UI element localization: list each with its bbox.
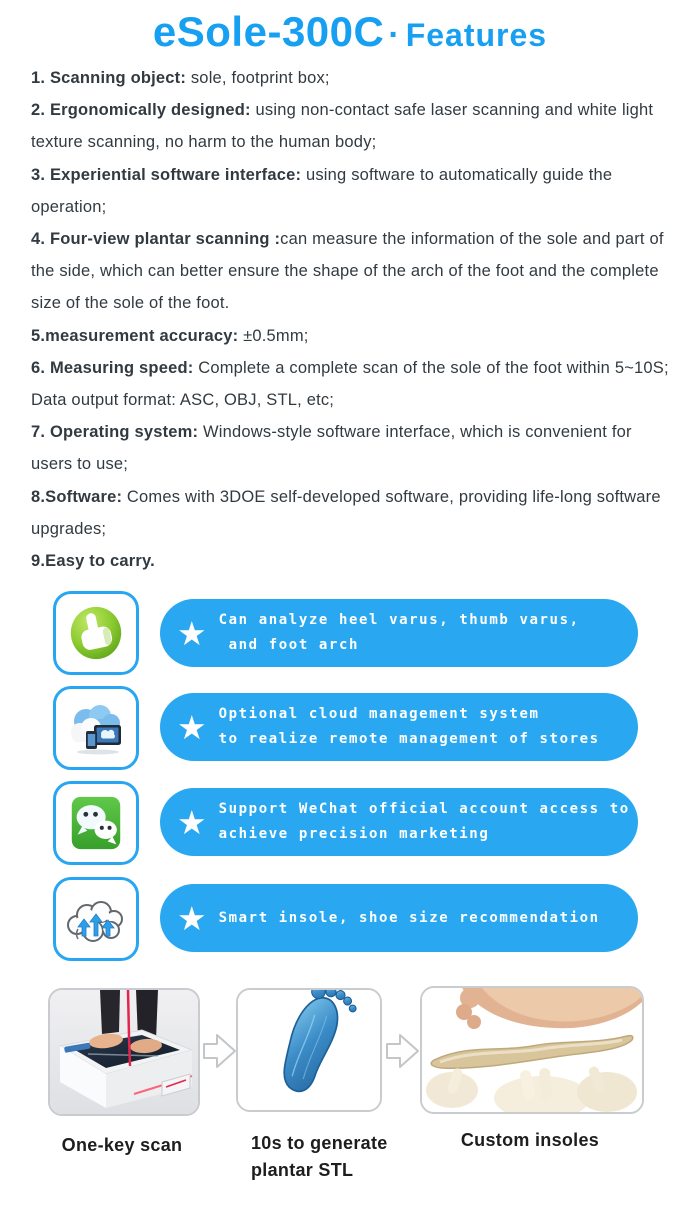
step-caption-one-key-scan: One-key scan: [61, 1135, 183, 1155]
benefit-banner: [160, 788, 638, 856]
wechat-icon-box: [53, 781, 139, 865]
banner-text: Can analyze heel varus, thumb varus,: [218, 612, 580, 628]
benefit-banner: [160, 884, 638, 952]
thumbs-up-icon: [65, 602, 127, 664]
section-name: Features: [405, 17, 548, 53]
title-separator-dot: ·: [388, 16, 400, 54]
step-arrow-icon: [202, 1031, 238, 1071]
banner-text: Support WeChat official account access to: [218, 801, 630, 817]
cloud-devices-icon: [64, 696, 128, 760]
feature-item: 2. Ergonomically designed: using non-contact safe laser scanning and white light texture scanning, no harm to the human body;: [31, 101, 654, 152]
feature-item: 6. Measuring speed: Complete a complete scan of the sole of the foot within 5~10S; Data output format: ASC, OBJ, STL, etc;: [31, 358, 669, 410]
banner-text: and foot arch: [218, 637, 359, 653]
wechat-icon: [65, 792, 127, 854]
banner-text: Optional cloud management system: [218, 706, 540, 722]
cloud-upload-icon-box: [53, 877, 139, 961]
step-caption-custom-insoles: Custom insoles: [460, 1130, 600, 1150]
banner-text: achieve precision marketing: [218, 826, 490, 842]
banner-text: Smart insole, shoe size recommendation: [218, 909, 600, 926]
feature-item: 4. Four-view plantar scanning :can measure the information of the sole and part of the side, which can better ensure the shape of the arch of the foot and the complete size of the sole of the foot.: [31, 230, 664, 313]
page-title: [0, 8, 700, 56]
feature-item: 8.Software: Comes with 3DOE self-developed software, providing life-long software upgrades;: [31, 487, 661, 538]
scanner-photo-illustration: [50, 990, 198, 1114]
step-caption-generate-stl: 10s to generate plantar STL: [251, 1133, 388, 1180]
feature-item: 3. Experiential software interface: using software to automatically guide the operation;: [31, 165, 613, 216]
insole-photo-illustration: [422, 988, 642, 1112]
feature-item: 7. Operating system: Windows-style software interface, which is convenient for users to use;: [31, 423, 632, 474]
plantar-stl-photo: [236, 988, 382, 1112]
feature-item: 1. Scanning object: sole, footprint box;: [31, 69, 330, 87]
custom-insoles-photo: [420, 986, 644, 1114]
star-icon: ★: [177, 614, 207, 652]
thumbs-up-icon-box: [53, 591, 139, 675]
feature-list: [31, 62, 671, 577]
one-key-scan-photo: [48, 988, 200, 1116]
star-icon: ★: [177, 803, 207, 841]
star-icon: ★: [177, 899, 207, 937]
step-arrow-icon: [385, 1031, 421, 1071]
feature-item: 5.measurement accuracy: ±0.5mm;: [31, 326, 309, 345]
product-name: eSole-300C: [152, 8, 385, 55]
cloud-upload-icon: [63, 888, 129, 950]
benefit-banner: [160, 599, 638, 667]
cloud-devices-icon-box: [53, 686, 139, 770]
banner-text: to realize remote management of stores: [218, 731, 600, 747]
benefit-banner: [160, 693, 638, 761]
star-icon: ★: [177, 708, 207, 746]
feature-item: 9.Easy to carry.: [31, 552, 155, 571]
stl-foot-illustration: [238, 990, 380, 1110]
